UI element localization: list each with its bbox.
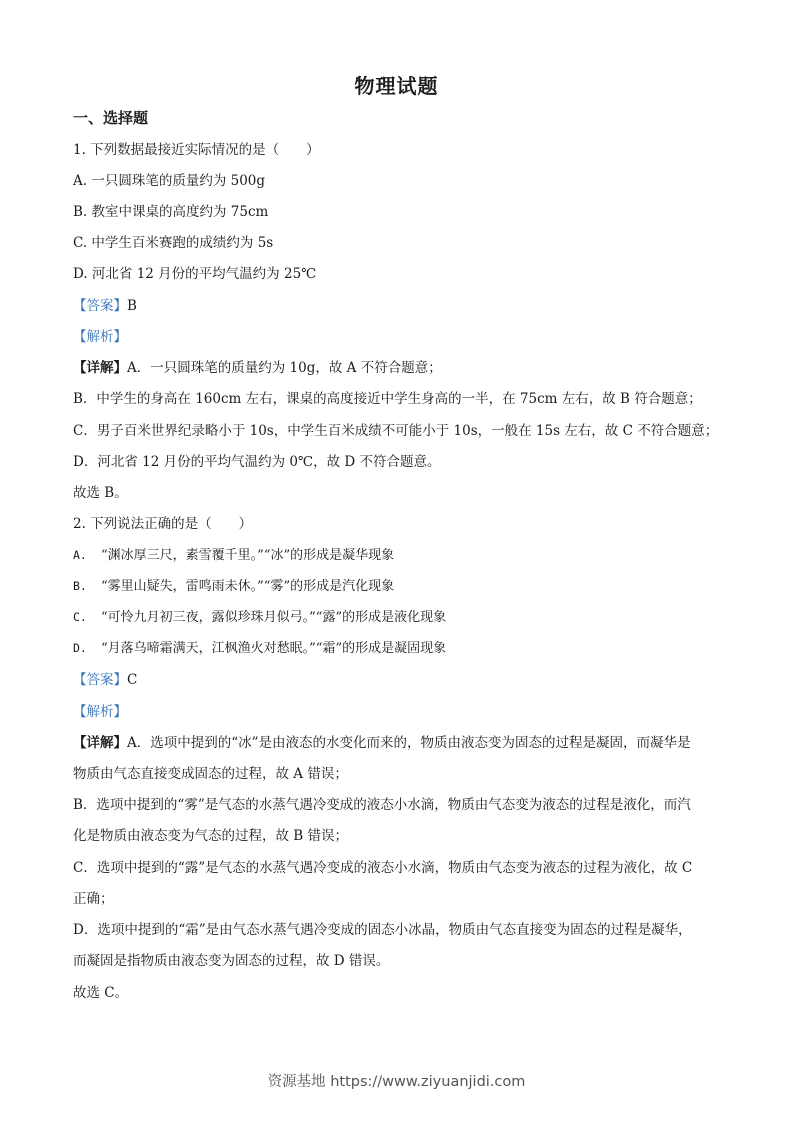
answer-value: C: [127, 672, 138, 688]
page-title: 物理试题: [354, 74, 439, 98]
answer-label: 【答案】: [73, 672, 127, 688]
question-2-detail-line-4: 化是物质由液态变为气态的过程，故 B 错误；: [73, 828, 349, 844]
answer-value: B: [127, 298, 137, 314]
question-2-detail-line-1: [73, 734, 691, 752]
question-1-option-d: D. 河北省 12 月份的平均气温约为 25℃: [73, 266, 317, 282]
question-2-conclusion: 故选 C。: [73, 985, 129, 1001]
question-2-analysis-label: 【解析】: [73, 704, 127, 720]
section-heading: 一、选择题: [73, 109, 149, 127]
detail-text: A．选项中提到的“冰”是由液态的水变化而来的，物质由液态变为固态的过程是凝固，而凝华是: [127, 735, 691, 751]
question-1-answer: [73, 297, 137, 315]
option-label: A.: [73, 548, 87, 562]
question-2-answer: [73, 671, 137, 689]
question-1-detail-d: D．河北省 12 月份的平均气温约为 0℃，故 D 不符合题意。: [73, 454, 441, 470]
option-text: “渊冰厚三尺，素雪覆千里。”“冰”的形成是凝华现象: [101, 548, 395, 563]
question-1-detail-a: [73, 359, 442, 377]
question-1-option-c: C. 中学生百米赛跑的成绩约为 5s: [73, 235, 274, 251]
question-2-option-b: [73, 577, 394, 596]
option-label: D.: [73, 641, 87, 655]
option-label: C.: [73, 610, 87, 624]
question-2-option-a: [73, 546, 394, 565]
question-1-analysis-label: 【解析】: [73, 329, 127, 345]
option-text: “雾里山疑失，雷鸣雨未休。”“雾”的形成是汽化现象: [101, 579, 395, 594]
question-1-detail-b: B．中学生的身高在 160cm 左右，课桌的高度接近中学生身高的一半，在 75cm 左右，故 B 符合题意；: [73, 391, 702, 407]
question-2-detail-line-7: D．选项中提到的“霜”是由气态水蒸气遇冷变成的固态小冰晶，物质由气态直接变为固态的过程是凝华，: [73, 922, 692, 938]
option-text: “月落乌啼霜满天，江枫渔火对愁眠。”“霜”的形成是凝固现象: [101, 641, 447, 656]
footer-watermark: 资源基地 https://www.ziyuanjidi.com: [267, 1074, 526, 1090]
option-label: B.: [73, 579, 87, 593]
question-2-detail-line-6: 正确；: [73, 891, 114, 907]
question-1-option-b: B. 教室中课桌的高度约为 75cm: [73, 204, 269, 220]
question-1-option-a: A. 一只圆珠笔的质量约为 500g: [73, 173, 266, 189]
question-2-detail-line-2: 物质由气态直接变成固态的过程，故 A 错误；: [73, 766, 348, 782]
detail-label: 【详解】: [73, 735, 127, 751]
question-2-detail-line-8: 而凝固是指物质由液态变为固态的过程，故 D 错误。: [73, 953, 390, 969]
detail-text: A．一只圆珠笔的质量约为 10g，故 A 不符合题意；: [127, 360, 442, 376]
question-2-option-c: [73, 608, 446, 627]
detail-label: 【详解】: [73, 360, 127, 376]
question-2-detail-line-5: C．选项中提到的“露”是气态的水蒸气遇冷变成的液态小水滴，物质由气态变为液态的过程为液化，故 C: [73, 860, 693, 876]
question-2-option-d: [73, 639, 446, 658]
answer-label: 【答案】: [73, 298, 127, 314]
question-2-stem: 2. 下列说法正确的是（ ）: [73, 516, 253, 532]
option-text: “可怜九月初三夜，露似珍珠月似弓。”“露”的形成是液化现象: [101, 610, 447, 625]
question-1-stem: 1. 下列数据最接近实际情况的是（ ）: [73, 142, 320, 158]
question-1-detail-c: C．男子百米世界纪录略小于 10s，中学生百米成绩不可能小于 10s，一般在 15s 左右，故 C 不符合题意；: [73, 423, 719, 439]
question-1-conclusion: 故选 B。: [73, 485, 128, 501]
question-2-detail-line-3: B．选项中提到的“雾”是气态的水蒸气遇冷变成的液态小水滴，物质由气态变为液态的过程是液化，而汽: [73, 797, 691, 813]
